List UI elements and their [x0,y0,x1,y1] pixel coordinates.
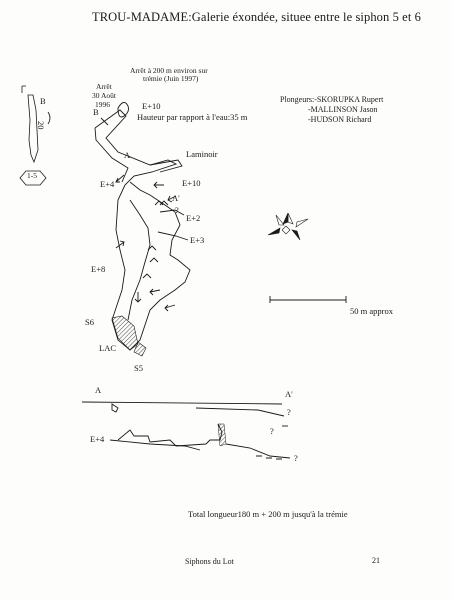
arret-line2: 30 Août [92,91,116,100]
label-b-side: B [40,96,46,106]
label-e3: E+3 [190,235,205,245]
label-s6: S6 [85,317,94,327]
label-lac: LAC [99,343,116,353]
label-e10-top: E+10 [142,101,161,111]
scale-bar [270,296,346,303]
label-b-top: B [93,107,99,117]
label-a-prime: A' [172,193,180,203]
compass-rose [268,213,308,240]
footer-title: Siphons du Lot [185,557,234,566]
section-hatching [218,424,226,446]
label-a-plan: A [124,150,131,160]
cave-section [82,402,290,459]
diver-name: -SKORUPKA Rupert [314,95,384,104]
diver-name: -MALLINSON Jason [308,105,378,114]
note-top-line1: Arrêt à 200 m environ sur [130,66,208,75]
label-a-prime-section: A' [285,389,293,399]
total-length: Total longueur180 m + 200 m jusqu'à la trémie [188,509,348,519]
label-e4-section: E+4 [90,434,105,444]
label-laminoir: Laminoir [186,149,218,159]
note-top-line2: trémie (Juin 1997) [143,74,199,83]
label-e8: E+8 [91,264,106,274]
scale-label: 50 m approx [350,306,393,316]
label-s5: S5 [134,363,143,373]
label-question-2: ? [287,407,291,417]
label-e10: E+10 [182,178,201,188]
label-twenty: 20 [36,121,46,130]
cave-plan [95,102,190,350]
label-question-3: ? [270,426,274,436]
divers-label: Plongeurs: [280,95,315,104]
label-b-section: 1-5 [27,171,37,180]
label-question-1: ? [175,205,179,215]
label-a-section: A [95,385,102,395]
diver-name: -HUDSON Richard [308,115,372,124]
side-section-b [20,86,50,185]
label-e2: E+2 [186,213,201,223]
page-number: 21 [372,556,380,565]
arret-line3: 1996 [95,100,110,109]
label-question-4: ? [294,453,298,463]
page-title: TROU-MADAME:Galerie éxondée, situee entre le siphon 5 et 6 [92,10,421,24]
arret-line1: Arrêt [96,82,112,91]
hauteur-text: Hauteur par rapport à l'eau:35 m [137,112,248,122]
label-e4: E+4 [100,179,115,189]
